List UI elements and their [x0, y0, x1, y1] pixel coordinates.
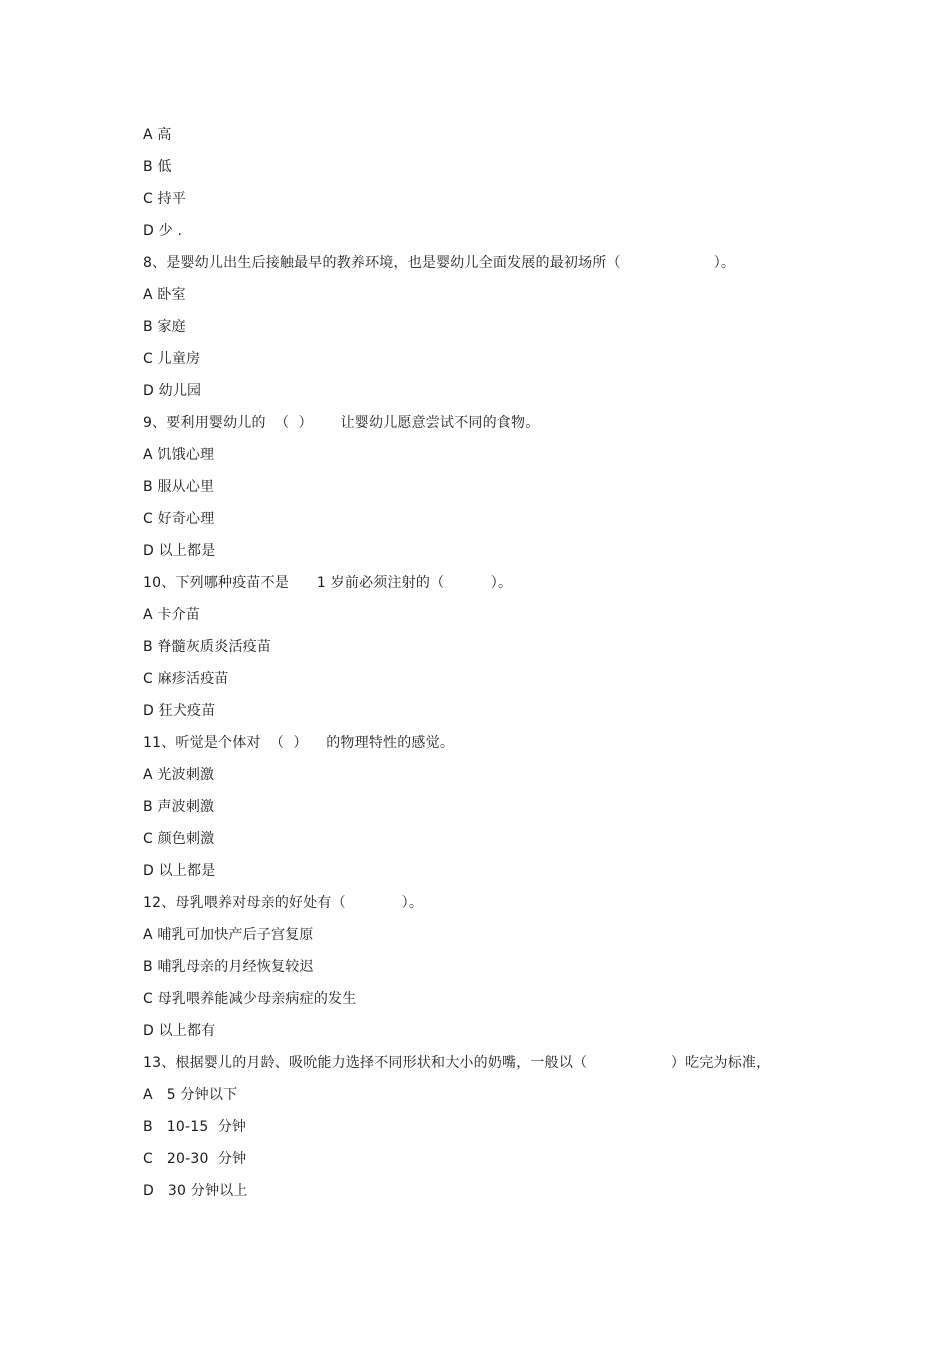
option-8-b: B 家庭 — [143, 319, 186, 335]
option-11-b: B 声波刺激 — [143, 799, 215, 815]
option-13-b: B 10-15 分钟 — [143, 1119, 247, 1135]
option-10-a: A 卡介苗 — [143, 607, 201, 623]
question-11: 11、听觉是个体对 （ ） 的物理特性的感觉。 — [143, 735, 455, 751]
question-13: 13、根据婴儿的月龄、吸吮能力选择不同形状和大小的奶嘴，一般以（ ）吃完为标准， — [143, 1055, 771, 1071]
option-7-b: B 低 — [143, 159, 172, 175]
option-8-d: D 幼儿园 — [143, 383, 202, 399]
option-13-a: A 5 分钟以下 — [143, 1087, 238, 1103]
option-11-c: C 颜色刺激 — [143, 831, 215, 847]
option-7-a: A 高 — [143, 127, 172, 143]
option-10-b: B 脊髓灰质炎活疫苗 — [143, 639, 272, 655]
option-13-c: C 20-30 分钟 — [143, 1151, 247, 1167]
question-10: 10、下列哪种疫苗不是 1 岁前必须注射的（ ）。 — [143, 575, 513, 591]
option-9-d: D 以上都是 — [143, 543, 216, 559]
option-10-c: C 麻疹活疫苗 — [143, 671, 229, 687]
option-13-d: D 30 分钟以上 — [143, 1183, 248, 1199]
question-12: 12、母乳喂养对母亲的好处有（ ）。 — [143, 895, 424, 911]
option-9-a: A 饥饿心理 — [143, 447, 215, 463]
option-12-d: D 以上都有 — [143, 1023, 216, 1039]
option-9-b: B 服从心里 — [143, 479, 215, 495]
option-12-b: B 哺乳母亲的月经恢复较迟 — [143, 959, 314, 975]
option-8-a: A 卧室 — [143, 287, 186, 303]
option-12-c: C 母乳喂养能减少母亲病症的发生 — [143, 991, 357, 1007]
option-10-d: D 狂犬疫苗 — [143, 703, 216, 719]
option-8-c: C 儿童房 — [143, 351, 201, 367]
option-11-d: D 以上都是 — [143, 863, 216, 879]
option-7-d: D 少 . — [143, 223, 183, 239]
question-9: 9、要利用婴幼儿的 （ ） 让婴幼儿愿意尝试不同的食物。 — [143, 415, 540, 431]
question-list — [143, 124, 863, 1212]
option-9-c: C 好奇心理 — [143, 511, 215, 527]
option-7-c: C 持平 — [143, 191, 187, 207]
option-12-a: A 哺乳可加快产后子宫复原 — [143, 927, 314, 943]
question-8: 8、是婴幼儿出生后接触最早的教养环境，也是婴幼儿全面发展的最初场所（ ）。 — [143, 255, 736, 271]
option-11-a: A 光波刺激 — [143, 767, 215, 783]
